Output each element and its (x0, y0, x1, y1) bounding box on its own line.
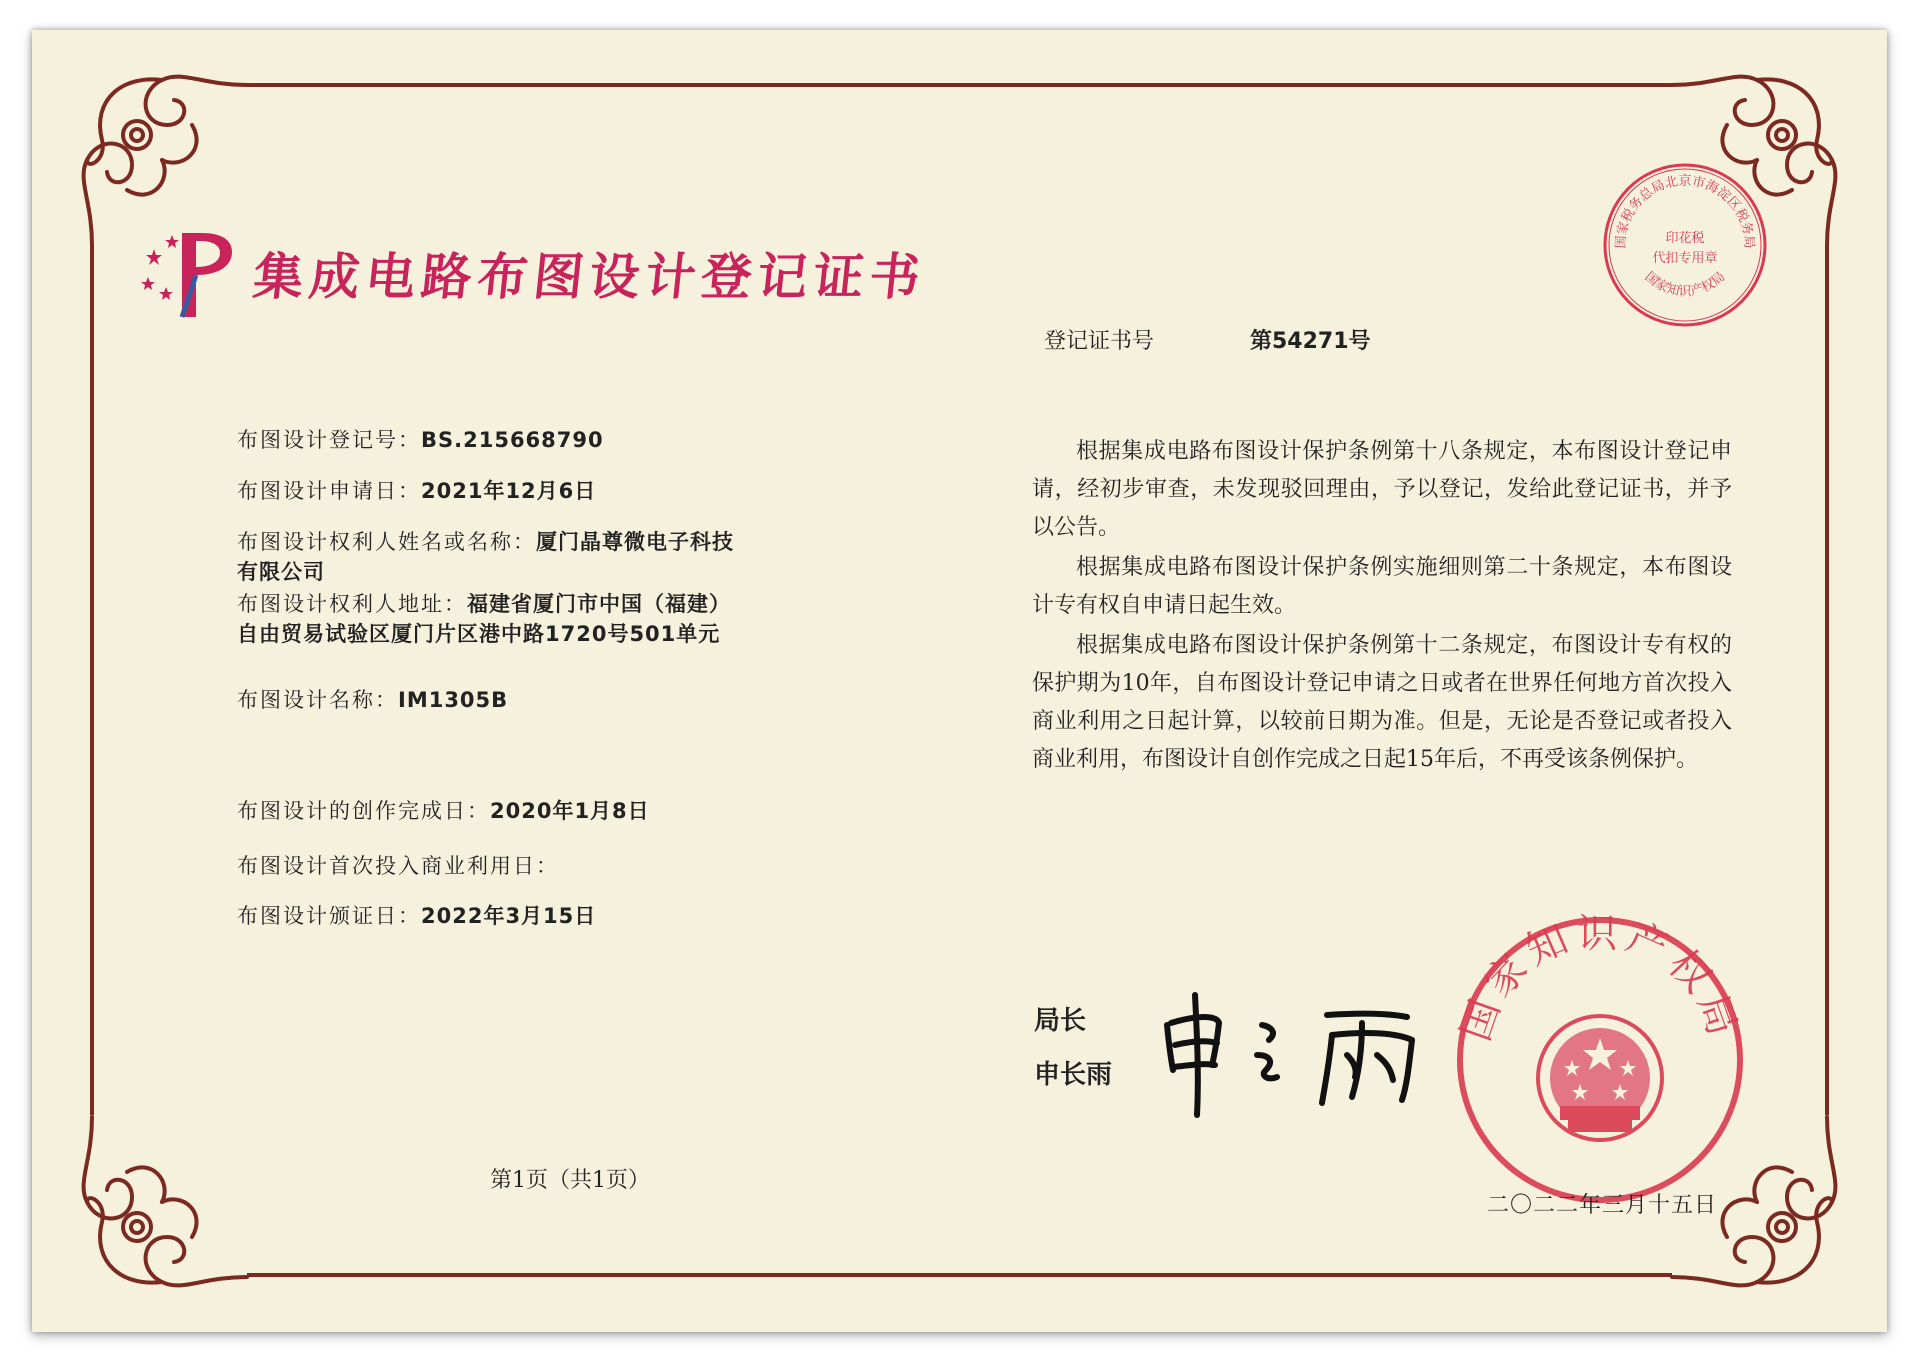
field-label: 布图设计申请日： (237, 479, 421, 503)
field-value: 福建省厦门市中国（福建） (467, 592, 731, 616)
national-emblem-icon (1538, 1016, 1662, 1140)
field-value-cont: 有限公司 (237, 560, 325, 584)
director-name: 申长雨 (1034, 1060, 1113, 1090)
field-label: 布图设计权利人姓名或名称： (237, 530, 536, 554)
field-value: IM1305B (398, 688, 509, 712)
field-created-date (237, 796, 650, 826)
field-apply-date (237, 476, 596, 506)
tax-stamp-center-2: 代扣专用章 (1652, 251, 1718, 266)
director-title: 局长 (1034, 1006, 1087, 1036)
field-label: 布图设计首次投入商业利用日： (237, 854, 559, 878)
legal-paragraph: 根据集成电路布图设计保护条例第十二条规定，布图设计专有权的保护期为10年，自布图设计登记申请之日或者在世界任何地方首次投入商业利用之日起计算，以较前日期为准。但是，无论是否登记或者投入商业利用，布图设计自创作完成之日起15年后，不再受该条例保护。 (1032, 633, 1732, 772)
field-value-cont: 自由贸易试验区厦门片区港中路1720号501单元 (237, 622, 721, 646)
legal-text (1032, 433, 1732, 779)
tax-stamp-center-1: 印花税 (1665, 231, 1705, 246)
field-first-use (237, 851, 559, 881)
field-value: 2020年1月8日 (490, 799, 650, 823)
field-label: 布图设计权利人地址： (237, 592, 467, 616)
field-holder-address (237, 589, 731, 649)
field-value: 2022年3月15日 (421, 904, 597, 928)
seal-ring-text: 国家知识产权局 (1452, 910, 1748, 1047)
field-value: 2021年12月6日 (421, 479, 597, 503)
tax-stamp-ring-text: 国家税务总局北京市海淀区税务局 (1613, 174, 1757, 249)
field-value: BS.215668790 (421, 428, 604, 452)
field-value: 厦门晶尊微电子科技 (536, 530, 734, 554)
field-label: 布图设计的创作完成日： (237, 799, 490, 823)
field-label: 布图设计颁证日： (237, 904, 421, 928)
legal-paragraph: 根据集成电路布图设计保护条例第十八条规定，本布图设计登记申请，经初步审查，未发现驳回理由，予以登记，发给此登记证书，并予以公告。 (1032, 439, 1732, 540)
tax-stamp-bottom-text: 国家知识产权局 (1641, 269, 1729, 300)
legal-paragraph: 根据集成电路布图设计保护条例实施细则第二十条规定，本布图设计专有权自申请日起生效。 (1032, 555, 1732, 618)
svg-text:国家知识产权局 (1642, 269, 1729, 299)
certificate-title: 集成电路布图设计登记证书 (250, 247, 929, 306)
field-label: 布图设计登记号： (237, 428, 421, 452)
svg-text:国家知识产权局 (1453, 911, 1748, 1047)
certificate-header (140, 208, 929, 338)
director-signature (1157, 985, 1447, 1125)
field-reg-no (237, 425, 604, 455)
certificate-paper (32, 30, 1887, 1332)
issue-date-chinese: 二〇二二年三月十五日 (1487, 1193, 1718, 1218)
field-label: 布图设计名称： (237, 688, 398, 712)
field-holder-name (237, 527, 734, 587)
official-seal (1450, 910, 1750, 1210)
tax-stamp (1600, 160, 1770, 330)
page-info: 第1页（共1页） (490, 1168, 650, 1193)
field-issue-date (237, 901, 596, 931)
certificate-number-label: 登记证书号 (1044, 329, 1155, 354)
ic-layout-logo-icon (140, 225, 240, 321)
certificate-number: 第54271号 (1250, 329, 1371, 354)
field-design-name (237, 685, 508, 715)
